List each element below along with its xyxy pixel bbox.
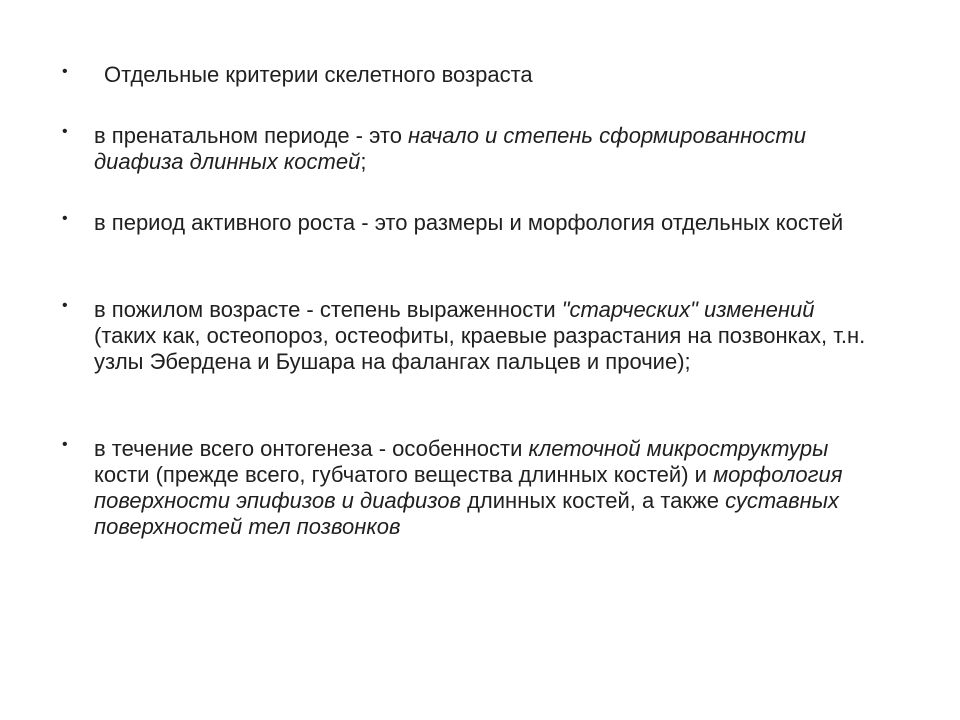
bullet-text — [104, 62, 884, 88]
italic-text-segment: клеточной микроструктуры — [528, 436, 829, 461]
italic-text-segment: начало и степень сформированности диафиза длинных костей — [94, 123, 806, 174]
bullet-icon: • — [62, 123, 68, 140]
bullet-text — [94, 123, 874, 175]
italic-text-segment: суставных поверхностей тел позвонков — [94, 488, 839, 539]
bullet-icon: • — [62, 210, 68, 227]
text-segment: в период активного роста - это размеры и морфология отдельных костей — [94, 210, 844, 235]
text-segment: в течение всего онтогенеза - особенности — [94, 436, 529, 461]
text-segment: (таких как, остеопороз, остеофиты, краевые разрастания на позвонках, т.н. узлы Эбердена и Бушара на фалангах пальцев и прочие); — [94, 323, 866, 374]
text-segment: ; — [360, 149, 367, 174]
text-segment: в пренатальном периоде - это — [94, 123, 409, 148]
bullet-text — [94, 210, 874, 236]
text-segment: кости (прежде всего, губчатого вещества длинных костей) и — [94, 462, 714, 487]
bullet-text — [94, 436, 874, 540]
bullet-text — [94, 297, 874, 375]
italic-text-segment: "старческих" изменений — [561, 297, 815, 322]
text-segment: Отдельные критерии скелетного возраста — [104, 62, 533, 87]
bullet-icon: • — [62, 63, 68, 80]
text-segment: в пожилом возрасте - степень выраженности — [94, 297, 562, 322]
bullet-icon: • — [62, 297, 68, 314]
italic-text-segment: морфология поверхности эпифизов и диафизов — [94, 462, 843, 513]
text-segment: длинных костей, а также — [460, 488, 726, 513]
bullet-icon: • — [62, 436, 68, 453]
